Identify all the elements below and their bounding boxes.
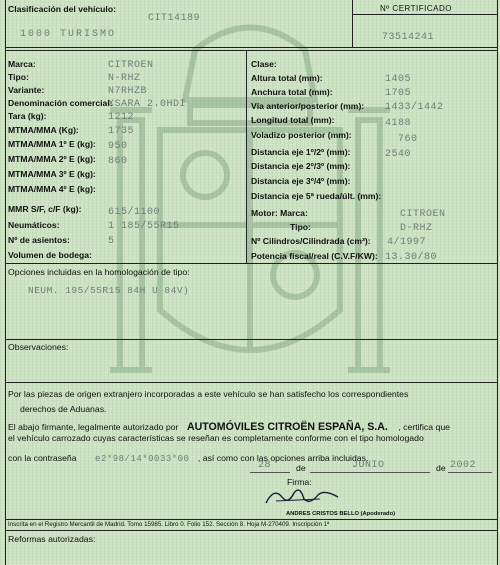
field-value: 615/1100 [108,207,161,218]
motor-cilindros-value: 4/1997 [387,237,427,248]
field-label: Voladizo posterior (mm): [251,130,352,140]
field-value: 760 [398,134,418,145]
field-label: Nº de asientos: [8,235,70,245]
statement-line-4: el vehículo carrozado cuyas características se reseñan es completamente conforme con el tipo homologado [8,433,424,443]
field-value: 1212 [108,112,135,123]
statement-line-1: Por las piezas de origen extranjero incorporadas a este vehículo se han satisfecho los correspondientes [8,389,409,399]
field-label: Vía anterior/posterior (mm): [251,101,365,111]
motor-cilindros-label: Nº Cilindros/Cilindrada (cm³): [251,236,371,246]
certificado-value: 73514241 [382,32,435,43]
field-value: N-RHZ [108,73,141,84]
field-label: Anchura total (mm): [251,87,333,97]
field-value: 950 [108,141,128,152]
clasificacion-label: Clasificación del vehículo: [8,4,116,14]
motor-marca-label: Motor: Marca: [251,208,308,218]
firma-label: Firma: [287,477,312,487]
statement-line-5-prefix: con la contraseña [8,453,77,463]
date-month: JUNIO [352,460,385,471]
statement-line-2: derechos de Aduanas. [20,404,107,414]
date-de-1: de [296,463,306,473]
field-value: 1 185/55R15 [108,221,180,232]
field-label: Tipo: [8,72,29,82]
clasificacion-value: 1000 TURISMO [20,29,117,40]
motor-tipo-value: D-RHZ [400,223,433,234]
field-label: Distancia eje 3º/4º (mm): [251,176,351,186]
field-value: 1433/1442 [385,102,444,113]
field-value: 4188 [385,118,412,129]
field-value: 860 [108,156,128,167]
field-label: Variante: [8,85,45,95]
reformas-label: Reformas autorizadas: [8,534,96,544]
field-label: Longitud total (mm): [251,115,335,125]
field-label: MTMA/MMA 3º E (kg): [8,169,96,179]
field-value: CITROEN [108,60,154,71]
field-label: Marca: [8,59,36,69]
field-label: Denominación comercial: [8,98,113,108]
contrasena-value: e2*98/14*0033*00 [95,454,190,464]
company-name: AUTOMÓVILES CITROËN ESPAÑA, S.A. [186,421,388,433]
observaciones-label: Observaciones: [8,342,69,352]
field-label: Distancia eje 1º/2º (mm): [251,147,351,157]
motor-potencia-label: Potencia fiscal/real (C.V.F/KW): [251,251,378,261]
date-year: 2002 [450,460,477,471]
field-label: Neumáticos: [8,220,60,230]
statement-line-3-prefix: El abajo firmante, legalmente autorizado por [8,422,179,432]
field-label: Distancia eje 2º/3º (mm): [251,161,351,171]
motor-potencia-value: 13.30/80 [385,252,438,263]
registro-text: Inscrita en el Registro Mercantil de Madrid. Tomo 15985. Libro 0. Folio 152. Sección 8. Hoja M-270409. Inscripción 1ª [8,521,330,528]
field-value: 1735 [108,126,135,137]
clasificacion-code: CIT14189 [148,13,201,24]
field-label: Altura total (mm): [251,73,323,83]
field-label: Tara (kg): [8,111,47,121]
field-label: MTMA/MMA 1º E (kg): [8,139,96,149]
statement-line-3-suffix: , certifica que [398,422,450,432]
date-day: 28 [258,460,272,471]
opciones-value: NEUM. 195/55R15 84H U 84V) [28,285,190,296]
field-label: Distancia eje 5ª rueda/últ. (mm): [251,191,382,201]
statement-line-5 [8,448,368,466]
motor-marca-value: CITROEN [400,209,446,220]
field-value: 2540 [385,149,412,160]
field-value: 1705 [385,88,412,99]
field-value: 1405 [385,74,412,85]
statement-line-5-suffix: , así como con las opciones arriba incluidas. [197,453,369,463]
field-label: Clase: [251,59,277,69]
field-label: MTMA/MMA (Kg): [8,125,79,135]
field-label: MMR S/F, c/F (kg): [8,204,82,214]
handwritten-signature [262,483,342,509]
field-label: MTMA/MMA 4º E (kg): [8,184,96,194]
coat-of-arms-watermark [100,10,400,430]
signer-name: ANDRES CRISTOS BELLO (Apoderado) [286,511,396,517]
opciones-label: Opciones incluidas en la homologación de tipo: [8,267,190,277]
field-value: N7RHZB [108,86,148,97]
field-label: Volumen de bodega: [8,250,92,260]
field-value: XSARA 2.0HDI [108,99,187,110]
field-label: MTMA/MMA 2º E (kg): [8,154,96,164]
certificado-label: Nº CERTIFICADO [380,4,452,13]
field-value: 5 [108,236,115,247]
motor-tipo-label: Tipo: [290,222,311,232]
date-de-2: de [436,463,446,473]
